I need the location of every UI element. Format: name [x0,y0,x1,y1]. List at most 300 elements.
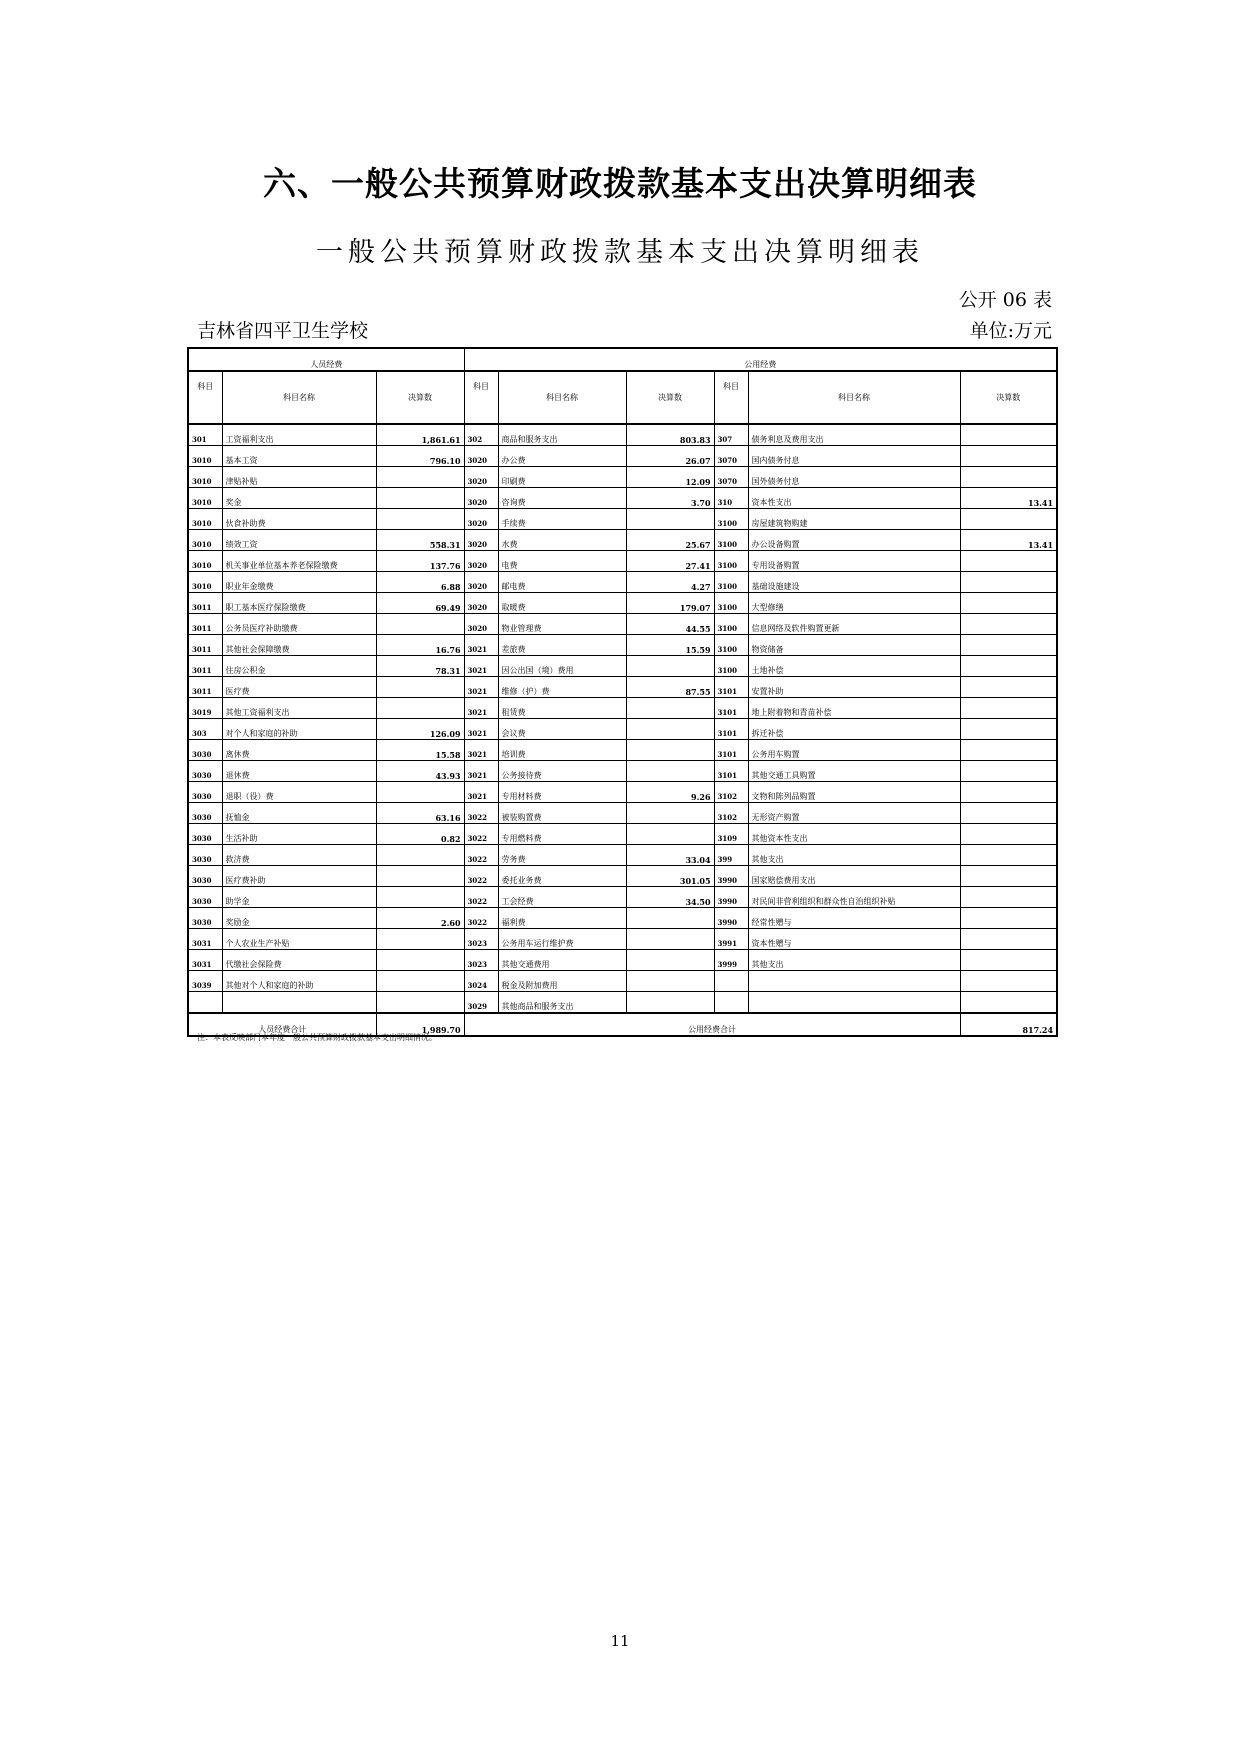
cell-code-2: 3022 [464,908,498,929]
cell-amount-1: 43.93 [376,761,464,782]
cell-name-2: 水费 [498,530,626,551]
cell-name-2: 物业管理费 [498,614,626,635]
table-row [188,761,1057,782]
cell-code-1: 3011 [188,614,222,635]
unit-label: 单位:万元 [969,320,1052,342]
cell-code-1: 3010 [188,572,222,593]
cell-amount-3 [960,866,1057,887]
table-row [188,803,1057,824]
table-row [188,929,1057,950]
table-row [188,614,1057,635]
cell-amount-2 [626,740,714,761]
col-name-3: 科目名称 [748,371,960,424]
cell-name-2: 邮电费 [498,572,626,593]
cell-code-3: 3999 [714,950,748,971]
cell-amount-2 [626,824,714,845]
cell-amount-1 [376,677,464,698]
cell-amount-1 [376,950,464,971]
cell-amount-3 [960,635,1057,656]
cell-code-2: 3020 [464,509,498,530]
cell-name-1: 对个人和家庭的补助 [222,719,376,740]
cell-code-1: 3019 [188,698,222,719]
cell-amount-2 [626,656,714,677]
expenditure-table [187,347,1058,1037]
cell-code-2: 3021 [464,740,498,761]
table-row [188,530,1057,551]
cell-amount-2: 301.05 [626,866,714,887]
cell-code-1: 3030 [188,824,222,845]
cell-code-2: 3021 [464,698,498,719]
cell-code-3: 3070 [714,467,748,488]
cell-code-2: 3020 [464,551,498,572]
cell-name-3: 国外债务付息 [748,467,960,488]
cell-name-3: 无形资产购置 [748,803,960,824]
cell-name-1: 津贴补贴 [222,467,376,488]
cell-name-2: 福利费 [498,908,626,929]
cell-amount-2 [626,719,714,740]
cell-code-1: 3030 [188,803,222,824]
cell-code-2: 302 [464,424,498,446]
col-code-2: 科目 [464,371,498,424]
cell-code-3: 3109 [714,824,748,845]
group-header-row [188,348,1057,371]
table-row [188,698,1057,719]
cell-name-2: 其他商品和服务支出 [498,992,626,1014]
table-row [188,908,1057,929]
cell-code-2: 3021 [464,656,498,677]
cell-amount-1 [376,488,464,509]
table-row [188,446,1057,467]
cell-name-1: 医疗费补助 [222,866,376,887]
cell-amount-1: 0.82 [376,824,464,845]
cell-amount-1 [376,992,464,1014]
cell-name-1: 奖励金 [222,908,376,929]
total-personnel-label: 人员经费合计 [188,1013,376,1036]
cell-amount-2 [626,698,714,719]
table-row [188,488,1057,509]
cell-name-3: 地上附着物和青苗补偿 [748,698,960,719]
cell-code-2: 3023 [464,950,498,971]
cell-code-1: 3031 [188,950,222,971]
cell-name-2: 手续费 [498,509,626,530]
cell-name-1: 生活补助 [222,824,376,845]
cell-amount-2: 803.83 [626,424,714,446]
cell-name-1: 其他对个人和家庭的补助 [222,971,376,992]
cell-code-2: 3022 [464,887,498,908]
cell-code-3: 3990 [714,908,748,929]
cell-code-3: 3100 [714,572,748,593]
cell-name-1: 绩效工资 [222,530,376,551]
cell-code-2: 3020 [464,530,498,551]
cell-code-1: 3030 [188,845,222,866]
cell-name-2: 其他交通费用 [498,950,626,971]
table-row [188,467,1057,488]
cell-code-1: 3011 [188,677,222,698]
cell-amount-1: 6.88 [376,572,464,593]
cell-name-3: 专用设备购置 [748,551,960,572]
cell-code-1: 3031 [188,929,222,950]
cell-name-2: 办公费 [498,446,626,467]
table-row [188,950,1057,971]
cell-name-3: 其他交通工具购置 [748,761,960,782]
table-row [188,656,1057,677]
cell-name-3: 大型修缮 [748,593,960,614]
cell-code-1: 3010 [188,551,222,572]
cell-amount-1: 558.31 [376,530,464,551]
cell-name-1: 其他工资福利支出 [222,698,376,719]
cell-name-3: 资本性赠与 [748,929,960,950]
cell-code-3: 3100 [714,509,748,530]
cell-code-3: 3101 [714,698,748,719]
cell-code-1: 301 [188,424,222,446]
cell-amount-2: 87.55 [626,677,714,698]
cell-name-1: 公务员医疗补助缴费 [222,614,376,635]
col-code-3: 科目 [714,371,748,424]
cell-code-3: 3990 [714,887,748,908]
cell-amount-3 [960,971,1057,992]
table-row [188,845,1057,866]
table-row [188,509,1057,530]
cell-name-2: 因公出国（境）费用 [498,656,626,677]
cell-name-2: 专用材料费 [498,782,626,803]
cell-amount-3: 13.41 [960,530,1057,551]
cell-code-2: 3021 [464,677,498,698]
cell-name-1: 退休费 [222,761,376,782]
cell-amount-3 [960,509,1057,530]
cell-amount-2 [626,908,714,929]
cell-code-1: 3010 [188,530,222,551]
cell-code-1: 3030 [188,887,222,908]
cell-code-3: 3101 [714,740,748,761]
cell-amount-1 [376,467,464,488]
cell-amount-1 [376,845,464,866]
cell-name-3: 信息网络及软件购置更新 [748,614,960,635]
cell-amount-3 [960,950,1057,971]
cell-name-2: 会议费 [498,719,626,740]
cell-amount-3 [960,572,1057,593]
cell-code-2: 3024 [464,971,498,992]
total-public-amount: 817.24 [960,1013,1057,1036]
table-row [188,551,1057,572]
table-row [188,677,1057,698]
cell-code-3: 3100 [714,551,748,572]
cell-amount-1: 78.31 [376,656,464,677]
cell-amount-2: 34.50 [626,887,714,908]
cell-name-1: 工资福利支出 [222,424,376,446]
cell-amount-3: 13.41 [960,488,1057,509]
col-name-1: 科目名称 [222,371,376,424]
cell-name-2: 被装购置费 [498,803,626,824]
cell-name-1: 离休费 [222,740,376,761]
cell-amount-2: 179.07 [626,593,714,614]
cell-amount-2: 4.27 [626,572,714,593]
cell-amount-3 [960,593,1057,614]
cell-amount-3 [960,719,1057,740]
cell-code-3: 3100 [714,635,748,656]
cell-amount-1 [376,971,464,992]
cell-code-2: 3022 [464,845,498,866]
cell-code-2: 3022 [464,866,498,887]
cell-code-1: 3030 [188,761,222,782]
cell-code-1 [188,992,222,1014]
table-row [188,782,1057,803]
col-code-1: 科目 [188,371,222,424]
cell-name-3: 国内债务付息 [748,446,960,467]
cell-name-3: 对民间非营利组织和群众性自治组织补贴 [748,887,960,908]
cell-name-2: 委托业务费 [498,866,626,887]
cell-code-2: 3020 [464,467,498,488]
cell-name-3: 债务利息及费用支出 [748,424,960,446]
cell-name-1: 个人农业生产补贴 [222,929,376,950]
cell-amount-2 [626,761,714,782]
group-public: 公用经费 [464,348,1057,371]
cell-code-2: 3021 [464,635,498,656]
cell-name-3: 物资储备 [748,635,960,656]
table-row [188,992,1057,1014]
cell-amount-2 [626,971,714,992]
cell-amount-1: 69.49 [376,593,464,614]
cell-name-3: 公务用车购置 [748,740,960,761]
cell-amount-3 [960,824,1057,845]
cell-amount-1 [376,866,464,887]
cell-name-1: 救济费 [222,845,376,866]
cell-code-1: 3030 [188,782,222,803]
cell-code-3 [714,992,748,1014]
cell-amount-2: 9.26 [626,782,714,803]
cell-code-2: 3020 [464,593,498,614]
cell-code-3: 310 [714,488,748,509]
table-row [188,719,1057,740]
cell-code-1: 3011 [188,593,222,614]
cell-code-1: 3010 [188,467,222,488]
cell-name-2: 公务接待费 [498,761,626,782]
organization-name: 吉林省四平卫生学校 [197,320,369,342]
table-row [188,887,1057,908]
cell-code-3: 3100 [714,614,748,635]
cell-code-2: 3021 [464,761,498,782]
table-row [188,866,1057,887]
cell-amount-3 [960,803,1057,824]
col-name-2: 科目名称 [498,371,626,424]
cell-name-1: 职业年金缴费 [222,572,376,593]
table-row [188,635,1057,656]
cell-name-3: 国家赔偿费用支出 [748,866,960,887]
cell-amount-2 [626,929,714,950]
cell-amount-2: 33.04 [626,845,714,866]
cell-name-3: 资本性支出 [748,488,960,509]
cell-amount-2 [626,992,714,1014]
cell-code-3: 3990 [714,866,748,887]
cell-name-2: 印刷费 [498,467,626,488]
cell-amount-2 [626,803,714,824]
cell-code-1: 3011 [188,635,222,656]
cell-code-2: 3020 [464,446,498,467]
cell-name-1 [222,992,376,1014]
group-personnel: 人员经费 [188,348,464,371]
cell-name-1: 退职（役）费 [222,782,376,803]
cell-code-2: 3020 [464,488,498,509]
cell-amount-1 [376,782,464,803]
cell-name-3: 其他支出 [748,950,960,971]
cell-code-3: 307 [714,424,748,446]
cell-amount-2: 27.41 [626,551,714,572]
cell-name-2: 商品和服务支出 [498,424,626,446]
cell-name-1: 伙食补助费 [222,509,376,530]
cell-code-2: 3020 [464,572,498,593]
cell-name-2: 专用燃料费 [498,824,626,845]
cell-name-2: 公务用车运行维护费 [498,929,626,950]
cell-code-1: 3010 [188,446,222,467]
cell-amount-2: 3.70 [626,488,714,509]
cell-name-3: 房屋建筑物购建 [748,509,960,530]
cell-name-2: 咨询费 [498,488,626,509]
cell-code-1: 3030 [188,740,222,761]
cell-name-3: 拆迁补偿 [748,719,960,740]
cell-amount-2: 44.55 [626,614,714,635]
cell-amount-3 [960,424,1057,446]
table-row [188,740,1057,761]
cell-amount-1: 137.76 [376,551,464,572]
table-row [188,824,1057,845]
cell-name-1: 职工基本医疗保险缴费 [222,593,376,614]
cell-amount-3 [960,887,1057,908]
cell-code-3 [714,971,748,992]
cell-name-2: 租赁费 [498,698,626,719]
table-code: 公开 06 表 [958,289,1052,311]
cell-name-3: 经常性赠与 [748,908,960,929]
col-amount-3: 决算数 [960,371,1057,424]
cell-code-2: 3021 [464,719,498,740]
column-header-row [188,371,1057,424]
cell-code-2: 3023 [464,929,498,950]
cell-name-2: 取暖费 [498,593,626,614]
cell-amount-1 [376,614,464,635]
cell-amount-3 [960,698,1057,719]
cell-name-2: 劳务费 [498,845,626,866]
cell-name-2: 电费 [498,551,626,572]
table-row [188,572,1057,593]
cell-code-2: 3020 [464,614,498,635]
cell-amount-1: 63.16 [376,803,464,824]
cell-amount-2: 25.67 [626,530,714,551]
cell-amount-2 [626,509,714,530]
cell-amount-3 [960,908,1057,929]
cell-name-3 [748,971,960,992]
cell-code-3: 3101 [714,719,748,740]
cell-amount-1: 1,861.61 [376,424,464,446]
cell-amount-3 [960,929,1057,950]
cell-code-1: 3010 [188,488,222,509]
cell-name-1: 助学金 [222,887,376,908]
cell-code-3: 399 [714,845,748,866]
cell-amount-1: 126.09 [376,719,464,740]
cell-amount-2: 12.09 [626,467,714,488]
cell-amount-3 [960,467,1057,488]
cell-code-1: 303 [188,719,222,740]
cell-code-3: 3100 [714,656,748,677]
table-subtitle: 一般公共预算财政拨款基本支出决算明细表 [316,237,924,268]
cell-code-1: 3030 [188,866,222,887]
cell-code-1: 3010 [188,509,222,530]
cell-amount-3 [960,782,1057,803]
cell-name-3 [748,992,960,1014]
cell-amount-1: 15.58 [376,740,464,761]
table-row [188,971,1057,992]
cell-code-1: 3030 [188,908,222,929]
cell-name-3: 土地补偿 [748,656,960,677]
table-row [188,424,1057,446]
cell-amount-3 [960,551,1057,572]
cell-code-3: 3100 [714,530,748,551]
cell-amount-3 [960,761,1057,782]
cell-amount-1 [376,929,464,950]
cell-name-1: 抚恤金 [222,803,376,824]
cell-amount-2 [626,950,714,971]
cell-name-1: 其他社会保障缴费 [222,635,376,656]
cell-amount-3 [960,446,1057,467]
cell-code-2: 3021 [464,782,498,803]
cell-amount-2: 15.59 [626,635,714,656]
cell-amount-1 [376,698,464,719]
table-note: 注：本表反映部门本年度一般公共预算财政拨款基本支出明细情况。 [197,1033,437,1042]
col-amount-2: 决算数 [626,371,714,424]
cell-amount-1: 2.60 [376,908,464,929]
cell-code-3: 3102 [714,782,748,803]
page-title: 六、一般公共预算财政拨款基本支出决算明细表 [263,164,977,203]
cell-code-3: 3101 [714,761,748,782]
cell-code-3: 3991 [714,929,748,950]
cell-name-1: 住房公积金 [222,656,376,677]
cell-name-2: 差旅费 [498,635,626,656]
cell-name-3: 基础设施建设 [748,572,960,593]
cell-code-2: 3022 [464,803,498,824]
cell-name-2: 工会经费 [498,887,626,908]
cell-name-3: 文物和陈列品购置 [748,782,960,803]
cell-amount-1 [376,887,464,908]
cell-name-3: 其他资本性支出 [748,824,960,845]
cell-code-3: 3100 [714,593,748,614]
cell-amount-3 [960,677,1057,698]
cell-amount-3 [960,992,1057,1014]
cell-amount-1: 16.76 [376,635,464,656]
cell-amount-2: 26.07 [626,446,714,467]
cell-code-3: 3102 [714,803,748,824]
cell-name-1: 代缴社会保险费 [222,950,376,971]
cell-name-3: 办公设备购置 [748,530,960,551]
cell-code-2: 3022 [464,824,498,845]
cell-amount-3 [960,740,1057,761]
total-personnel-amount: 1,989.70 [376,1013,464,1036]
cell-name-3: 安置补助 [748,677,960,698]
cell-name-1: 医疗费 [222,677,376,698]
cell-name-2: 税金及附加费用 [498,971,626,992]
total-public-label: 公用经费合计 [464,1013,960,1036]
cell-amount-1: 796.10 [376,446,464,467]
cell-name-1: 奖金 [222,488,376,509]
table-row [188,593,1057,614]
cell-amount-1 [376,509,464,530]
page-number: 11 [610,1632,630,1650]
cell-code-2: 3029 [464,992,498,1014]
cell-amount-3 [960,656,1057,677]
cell-code-3: 3101 [714,677,748,698]
cell-code-3: 3070 [714,446,748,467]
cell-name-1: 基本工资 [222,446,376,467]
cell-code-1: 3039 [188,971,222,992]
cell-name-1: 机关事业单位基本养老保险缴费 [222,551,376,572]
cell-name-2: 维修（护）费 [498,677,626,698]
cell-name-3: 其他支出 [748,845,960,866]
